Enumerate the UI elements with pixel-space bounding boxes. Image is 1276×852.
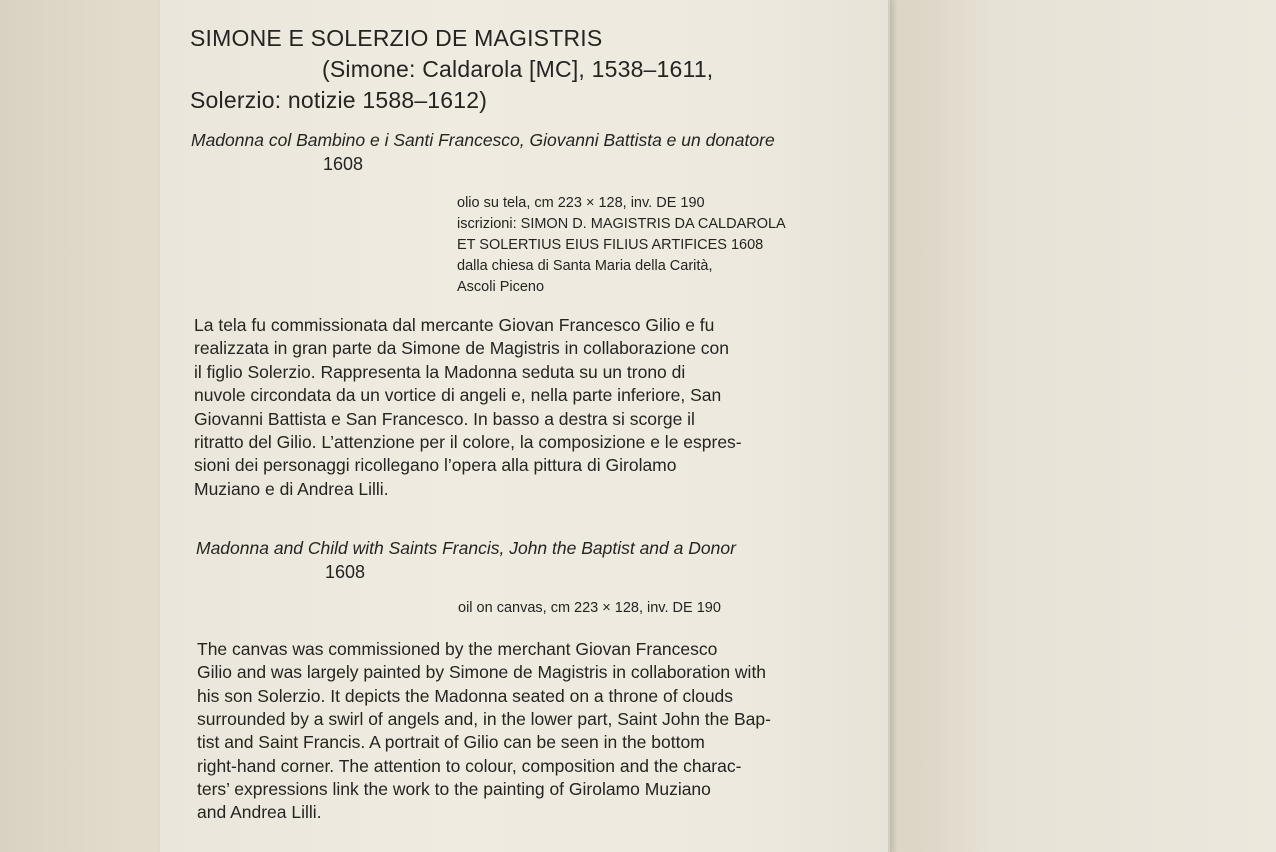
artwork-detail-italian: olio su tela, cm 223 × 128, inv. DE 190 xyxy=(457,195,705,211)
description-italian-line: nuvole circondata da un vortice di angeli e, nella parte inferiore, San xyxy=(194,385,722,405)
description-english-line: surrounded by a swirl of angels and, in the lower part, Saint John the Bap- xyxy=(197,709,771,729)
description-english-line: tist and Saint Francis. A portrait of Gilio can be seen in the bottom xyxy=(197,732,705,752)
artwork-year-italian: 1608 xyxy=(323,154,364,174)
artist-name: SIMONE E SOLERZIO DE MAGISTRIS xyxy=(190,25,603,51)
description-italian-line: La tela fu commissionata dal mercante Giovan Francesco Gilio e fu xyxy=(194,315,715,335)
description-english-line: his son Solerzio. It depicts the Madonna seated on a throne of clouds xyxy=(197,686,734,706)
artist-dates-line-1: (Simone: Caldarola [MC], 1538–1611, xyxy=(322,56,714,82)
description-english-line: Gilio and was largely painted by Simone de Magistris in collaboration with xyxy=(197,662,767,682)
artwork-title-english: Madonna and Child with Saints Francis, John the Baptist and a Donor xyxy=(196,538,736,558)
description-italian-line: il figlio Solerzio. Rappresenta la Madonna seduta su un trono di xyxy=(194,362,686,382)
artwork-year-english: 1608 xyxy=(325,562,366,582)
description-italian-line: sioni dei personaggi ricollegano l’opera alla pittura di Girolamo xyxy=(194,455,677,475)
description-italian-line: Giovanni Battista e San Francesco. In basso a destra si scorge il xyxy=(194,409,695,429)
description-italian-line: Muziano e di Andrea Lilli. xyxy=(194,479,389,499)
description-english-line: ters’ expressions link the work to the painting of Girolamo Muziano xyxy=(197,779,711,799)
description-italian-line: ritratto del Gilio. L’attenzione per il colore, la composizione e le espres- xyxy=(194,432,742,452)
artist-dates-line-2: Solerzio: notizie 1588–1612) xyxy=(190,87,488,113)
description-english-line: The canvas was commissioned by the merchant Giovan Francesco xyxy=(197,639,718,659)
artwork-title-italian: Madonna col Bambino e i Santi Francesco, Giovanni Battista e un donatore xyxy=(191,130,775,150)
artwork-detail-italian: ET SOLERTIUS EIUS FILIUS ARTIFICES 1608 xyxy=(457,237,764,253)
description-english-line: and Andrea Lilli. xyxy=(197,802,322,822)
artwork-detail-italian: iscrizioni: SIMON D. MAGISTRIS DA CALDAROLA xyxy=(457,216,786,232)
description-english-line: right-hand corner. The attention to colour, composition and the charac- xyxy=(197,756,742,776)
artwork-detail-italian: Ascoli Piceno xyxy=(457,279,545,295)
panel-edge-shadow xyxy=(888,0,898,852)
description-italian-line: realizzata in gran parte da Simone de Magistris in collaborazione con xyxy=(194,338,730,358)
artwork-detail-italian: dalla chiesa di Santa Maria della Carità, xyxy=(457,258,713,274)
artwork-detail-english: oil on canvas, cm 223 × 128, inv. DE 190 xyxy=(458,600,721,616)
